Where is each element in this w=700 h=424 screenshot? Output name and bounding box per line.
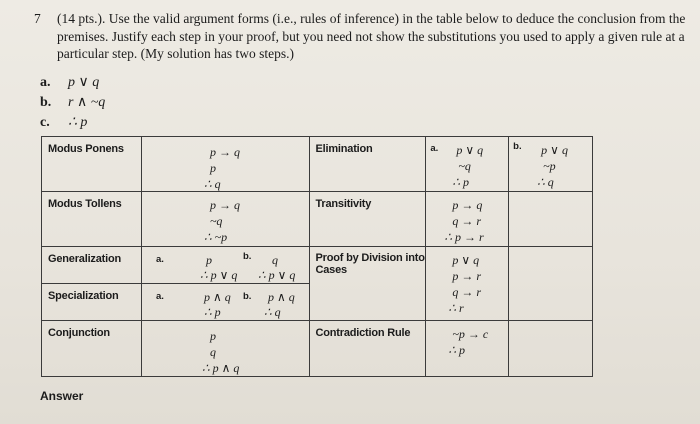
formula-line: ∴ q [203,177,221,191]
premise-formula: ∴ p [68,115,88,130]
rule-form-cell [141,137,309,192]
formula-line: p [205,253,212,267]
variant-label: b. [513,141,522,152]
formula-line: ∴ p ∧ q [201,361,240,375]
formula-line: p ∨ q [541,143,568,157]
premise-a [40,74,99,91]
formula-line: ∴ p [203,305,221,319]
rule-name-cell [42,321,142,377]
formula-line: ~p → c [452,327,489,341]
rule-form-cell [141,247,309,284]
formula-line: ~q [458,159,471,173]
rule-name: Elimination [315,143,373,155]
formula-line: ∴ r [448,301,464,315]
empty-cell [509,192,593,247]
formula-line: p [209,161,216,175]
formula-line: p → r [452,269,482,283]
rule-form-cell [141,284,309,321]
rule-form-cell [426,321,509,377]
variant-label: b. [242,251,252,262]
formula-line: p ∧ q [267,290,295,304]
formula-line: ∴ p ∨ q [257,268,296,282]
premise-label: b. [40,95,52,110]
rule-form-cell [141,321,309,377]
rule-name-cell [42,284,142,321]
variant-label: a. [430,143,439,154]
formula-line: ∴ q [263,305,281,319]
problem-text: (14 pts.). Use the valid argument forms (i.e., rules of inference) in the table below to deduce the conclusion from the premises. Justify each step in your proof, but you need not show the substitutions you used to apply a given rule at a particular step. (My solution has two steps.) [57,11,686,61]
premise-label: a. [40,75,51,90]
formula-line: q → r [452,285,482,299]
table-row [42,192,593,247]
formula-line: ∴ p [448,343,466,357]
formula-line: q → r [452,214,482,228]
formula-line: ∴ p ∨ q [199,268,238,282]
formula-line: ∴ p → r [444,230,484,244]
premise-label: c. [40,115,50,130]
rule-name-cell [309,137,426,192]
premise-c [40,114,87,131]
variant-label: b. [242,291,252,302]
formula-line: ~q [209,214,223,228]
rules-of-inference-table [41,136,593,377]
rule-form-cell [426,192,509,247]
formula-line: p ∨ q [456,143,484,157]
formula-line: q [209,345,216,359]
formula-line: p → q [452,198,483,212]
empty-cell [509,247,593,321]
rule-name-cell [42,137,142,192]
formula-line: p → q [209,145,240,159]
formula-line: ∴ q [537,175,554,189]
rule-name: Conjunction [48,327,110,339]
formula-line: p → q [209,198,240,212]
problem-number: 7 [34,11,41,26]
formula-line: ∴ ~p [203,230,228,244]
table-row [42,247,593,284]
formula-line: ∴ p [452,175,470,189]
rule-name-cell [309,247,426,321]
rule-name-cell [42,247,142,284]
rule-name: Modus Ponens [48,143,124,155]
rule-name: Proof by Division into Cases [315,252,425,276]
answer-label: Answer [40,389,84,403]
table-row [42,137,593,192]
formula-line: p ∧ q [203,290,231,304]
rule-form-cell [426,137,509,192]
rule-name: Contradiction Rule [315,327,411,339]
rule-name: Specialization [48,290,119,302]
formula-line: p [209,329,216,343]
rule-name-cell [309,321,426,377]
variant-label: a. [155,254,164,265]
table-row [42,321,593,377]
empty-cell [509,321,593,377]
rule-form-cell [509,137,593,192]
rule-name: Transitivity [315,198,372,210]
rule-name-cell [42,192,142,247]
rule-name: Modus Tollens [48,198,122,210]
rule-form-cell [426,247,509,321]
variant-label: a. [155,291,164,302]
premise-b [40,94,105,111]
rule-name-cell [309,192,426,247]
formula-line: q [271,253,278,267]
rule-name: Generalization [48,253,121,265]
formula-line: ~p [543,159,556,173]
premise-formula: r ∧ ~q [68,95,106,110]
formula-line: p ∨ q [452,253,480,267]
rule-form-cell [141,192,309,247]
problem-statement [34,10,689,63]
premise-formula: p ∨ q [68,75,100,90]
